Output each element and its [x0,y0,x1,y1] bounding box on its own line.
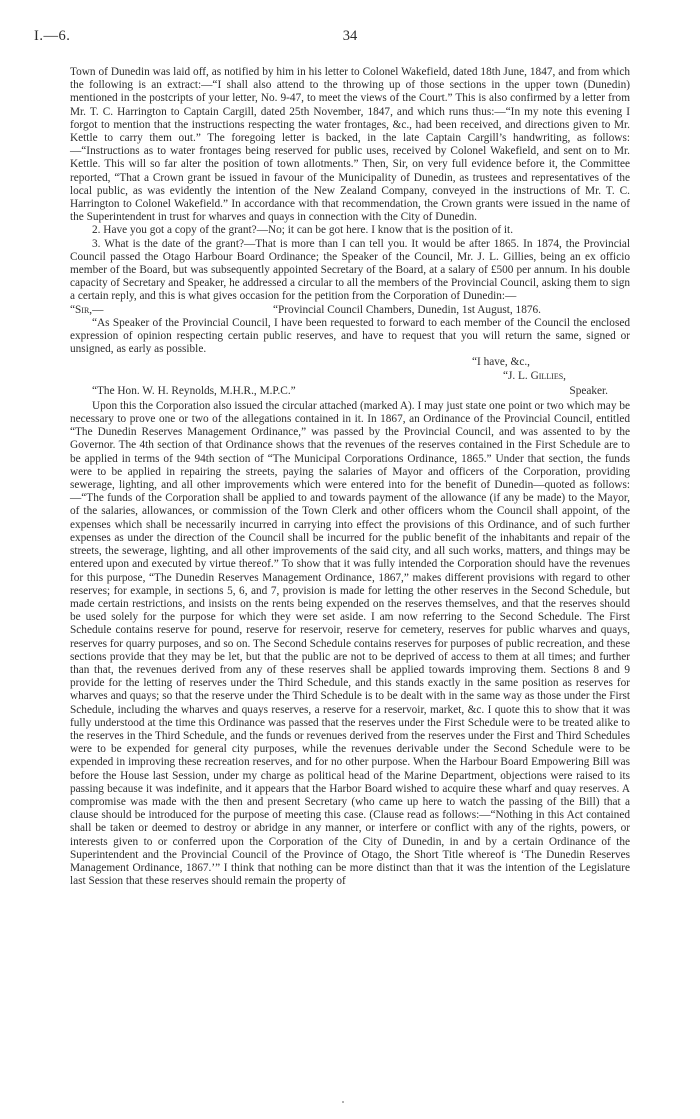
letter-heading-row [70,304,630,317]
page-body [70,66,630,888]
letter-signatory-title: Speaker. [569,384,608,397]
letter-address: “Provincial Council Chambers, Dunedin, 1st August, 1876. [273,303,541,316]
letter-signature: “J. L. Gillies, [502,369,566,382]
paragraph-question-2: 2. Have you got a copy of the grant?—No; it can be got here. I know that is the position of it. [92,224,514,237]
letter-body: “As Speaker of the Provincial Council, I have been requested to forward to each member of the Council the enclosed expression of opinion respecting certain public reserves, and have to request that you will return the same, signed or unsigned, as early as possible. [70,316,630,356]
paragraph-continued: Town of Dunedin was laid off, as notified by him in his letter to Colonel Wakefield, dated 18th June, 1847, and from which the following is an extract:—“I shall also attend to the throwing up of those sections in the upper town (Dunedin) mentioned in the postcripts of your letter, No. 9-47, to meet the views of the Court.” This is also confirmed by a letter from Mr. T. C. Harrington to Captain Cargill, dated 25th November, 1847, and which runs thus:—“In my note this evening I forgot to mention that the instructions respecting the water frontages, &c., had been received, and directions given to Mr. Kettle to carry them out.” The foregoing letter is backed, in the late Captain Cargill’s handwriting, as follows:—“Instructions as to water frontages being reserved for public uses, received by Colonel Wakefield, and sent on to Mr. Kettle. This will so far alter the position of town allotments.” Then, Sir, on very full evidence before it, the Committee reported, “That a Crown grant be issued in favour of the Municipality of Dunedin, as trustees and representatives of the local public, as was evidently the intention of the New Zealand Company, conveyed in the instructions of Mr. T. C. Harrington to Colonel Wakefield.” In accordance with that recommendation, the Crown grants were issued in the name of the Superintendent in trust for wharves and quays in connection with the City of Dunedin. [70,66,630,224]
page-header [34,30,666,48]
letter-addressee-row [70,383,630,398]
letter-salutation: “Sir,— [70,303,104,316]
paragraph-question-3: 3. What is the date of the grant?—That is more than I can tell you. It would be after 1865. In 1874, the Provincial Council passed the Otago Harbour Board Ordinance; the Speaker of the Council, Mr. J. L. Gillies, being an ex officio member of the Board, but was subsequently appointed Secretary of the Board, at a salary of £500 per annum. In his double capacity of Secretary and Speaker, he addressed a circular to all the members of the Provincial Council, asking them to sign a certain reply, and this is what gives occasion for the petition from the Corporation of Dunedin:— [70,237,630,303]
letter-addressee: “The Hon. W. H. Reynolds, M.H.R., M.P.C.” [92,384,296,397]
page-mark [342,1101,344,1103]
document-reference: I.—6. [34,28,71,44]
paragraph-ordinance: Upon this the Corporation also issued the circular attached (marked A). I may just state one point or two which may be necessary to prove one or two of the allegations contained in it. In 1867, an Ordinance of the Provincial Council, entitled “The Dunedin Reserves Management Ordinance,” was passed by the Provincial Council, and was assented to by the Governor. The 4th section of that Ordinance shows that the revenues of the reserves contained in the First Schedule are to be applied in terms of the 94th section of “The Municipal Corporations Ordinance, 1865.” Under that section, the funds were to be applied in repairing the streets, paying the salaries of Mayor and officers of the Corporation, providing sewerage, lighting, and all other improvements which were entered into for the benefit of Dunedin—quoted as follows:—“The funds of the Corporation shall be applied to and towards payment of the allowance (if any be made) to the Mayor, of the salaries, allowances, or commission of the Town Clerk and other officers whom the Council shall appoint, of the expenses which shall be necessarily incurred in carrying into effect the provisions of this Ordinance, and of such further expenses as under the direction of the Council shall be incurred for the public benefit of the inhabitants and repair of the streets, the sewerage, lighting, and all other improvements of the said city, and all such works, matters, and things may be entered upon and executed by virtue thereof.” To show that it was fully intended the Corporation should have the revenues for this purpose, “The Dunedin Reserves Management Ordinance, 1867,” makes different provisions with regard to other reserves; for example, in sections 5, 6, and 7, provision is made for letting the other reserves in the Second Schedule, but made certain restrictions, and insists on the rents being expended on the reserves themselves, and that the reserves should be used solely for the purpose for which they were set aside. I am now referring to the Second Schedule. The First Schedule contains reserve for pound, reserve for reservoir, reserve for cemetery, reserves for public wharves and quays, reserves for quarry purposes, and so on. The Second Schedule contains reserves for purposes of public recreation, and these sections provide that they may be let, but that the public are not to be deprived of access to them at all times; and further than that, the revenues derived from any of these reserves shall be applied towards improving them. Sections 8 and 9 provide for the letting of reserves under the Third Schedule, and this stands exactly in the same position as reserves for wharves and quays; so that the reserve under the Third Schedule is to be dealt with in the same way as those under the First Schedule, including the wharves and quays reserves, a reserve for a reservoir, market, &c. I quote this to show that it was fully understood at the time this Ordinance was passed that the reserves under the First Schedule were to be treated alike to the reserves in the Third Schedule, and the funds or revenues derived from the reserves under the First and Third Schedules were to be expended for general city purposes, while the revenues derivable under the Second Schedule were to be expended in improving these recreation reserves, and for no other purpose. When the Harbour Board Empowering Bill was before the House last Session, under my charge as political head of the Marine Department, objections were raised to its passing because it was indefinite, and it appears that the Harbor Board wished to acquire these wharf and quay reserves. A compromise was made with the then and present Secretary (who came up here to watch the passing of the Bill) that a clause should be introduced for the purpose of meeting this case. (Clause read as follows:—“Nothing in this Act contained shall be taken or deemed to destroy or abridge in any manner, or interfere or conflict with any of the rights, powers, or interests given to or conferred upon the Corporation of the City of Dunedin, in and by a certain Ordinance of the Superintendent and the Provincial Council of the Province of Otago, the Short Title whereof is ‘The Dunedin Reserves Management Ordinance, 1867.’” I think that nothing can be more distinct than that it was the intention of the Legislature last Session that these reserves should remain the property of [70,399,630,888]
letter-closing: “I have, &c., [471,356,530,369]
page-number: 34 [342,28,358,44]
